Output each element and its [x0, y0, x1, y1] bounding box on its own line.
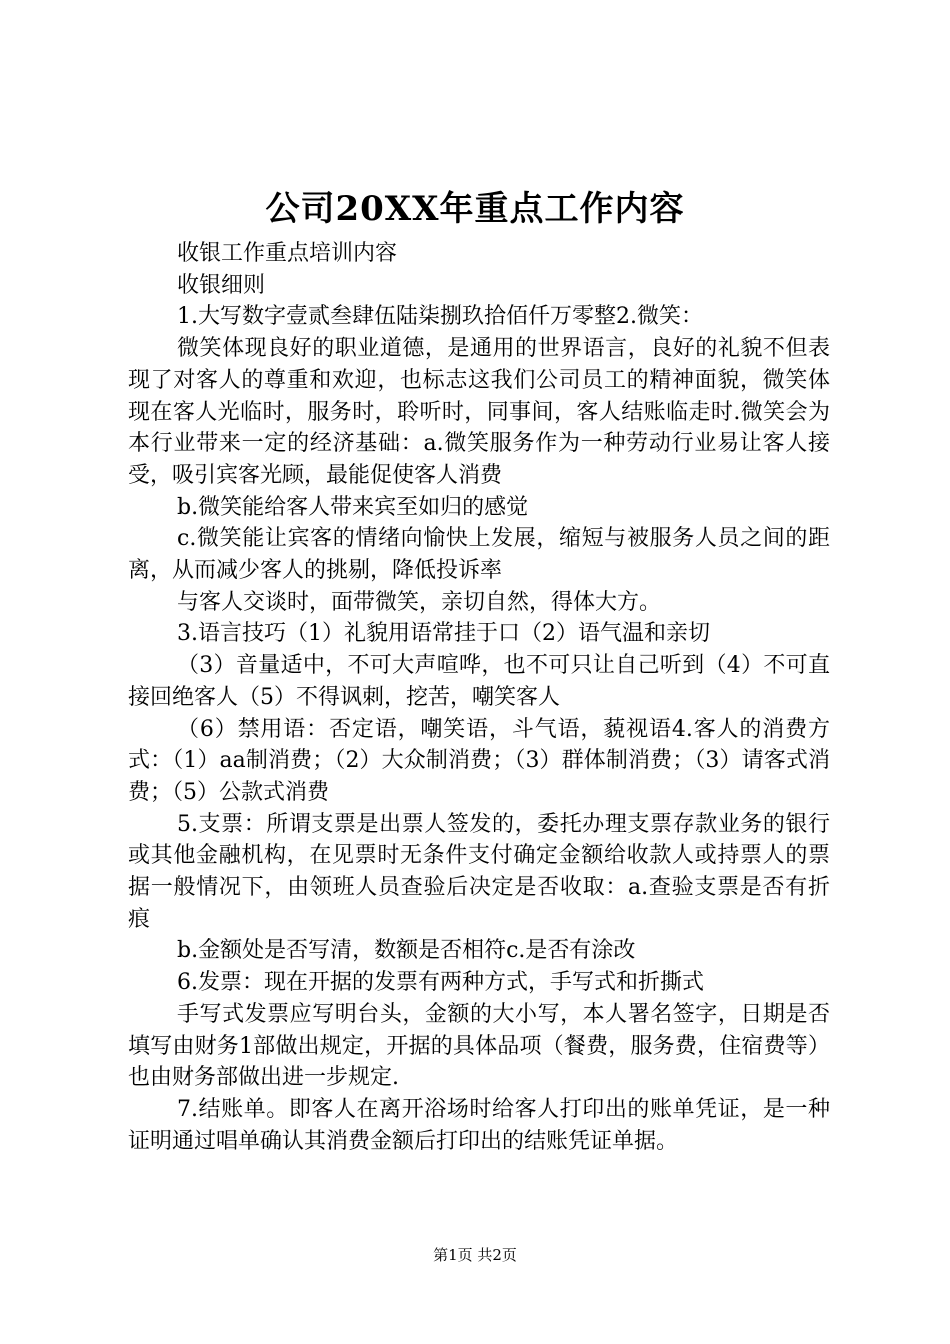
page-footer: 第1页 共2页 — [433, 1246, 517, 1264]
paragraph: （3）音量适中，不可大声喧哗，也不可只让自己听到（4）不可直接回绝客人（5）不得讽刺，挖苦，嘲笑客人 — [128, 653, 830, 710]
paragraph: （6）禁用语：否定语，嘲笑语，斗气语，藐视语4.客人的消费方式：（1）aa制消费；（2）大众制消费；（3）群体制消费；（3）请客式消费；（5）公款式消费 — [128, 716, 830, 805]
paragraph: 1.大写数字壹贰叁肆伍陆柒捌玖拾佰仟万零整2.微笑： — [177, 304, 703, 330]
paragraph: 5.支票：所谓支票是出票人签发的，委托办理支票存款业务的银行或其他金融机构，在见票时无条件支付确定金额给收款人或持票人的票据一般情况下，由领班人员查验后决定是否收取：a.查验支票是否有折痕 — [128, 811, 830, 932]
paragraph: 3.语言技巧（1）礼貌用语常挂于口（2）语气温和亲切 — [177, 621, 710, 647]
paragraph: c.微笑能让宾客的情绪向愉快上发展，缩短与被服务人员之间的距离，从而减少客人的挑剔，降低投诉率 — [128, 526, 830, 584]
paragraph: 收银细则 — [177, 272, 266, 298]
paragraph: b.微笑能给客人带来宾至如归的感觉 — [177, 494, 529, 520]
paragraph: b.金额处是否写清，数额是否相符c.是否有涂改 — [177, 938, 636, 964]
paragraph: 6.发票：现在开据的发票有两种方式，手写式和折撕式 — [177, 970, 704, 996]
paragraph: 与客人交谈时，面带微笑，亲切自然，得体大方。 — [177, 589, 662, 615]
document-body — [128, 238, 830, 1157]
paragraph: 7.结账单。即客人在离开浴场时给客人打印出的账单凭证，是一种证明通过唱单确认其消费金额后打印出的结账凭证单据。 — [128, 1096, 830, 1154]
paragraph: 手写式发票应写明台头，金额的大小写，本人署名签字，日期是否填写由财务1部做出规定，开据的具体品项（餐费，服务费，住宿费等）也由财务部做出进一步规定. — [128, 1001, 830, 1091]
paragraph: 微笑体现良好的职业道德，是通用的世界语言，良好的礼貌不但表现了对客人的尊重和欢迎，也标志这我们公司员工的精神面貌，微笑体现在客人光临时，服务时，聆听时，同事间，客人结账临走时.微笑会为本行业带来一定的经济基础：a.微笑服务作为一种劳动行业易让客人接受，吸引宾客光顾，最能促使客人消费 — [128, 336, 830, 488]
document-title: 公司20XX年重点工作内容 — [265, 189, 685, 229]
paragraph: 收银工作重点培训内容 — [177, 241, 398, 266]
